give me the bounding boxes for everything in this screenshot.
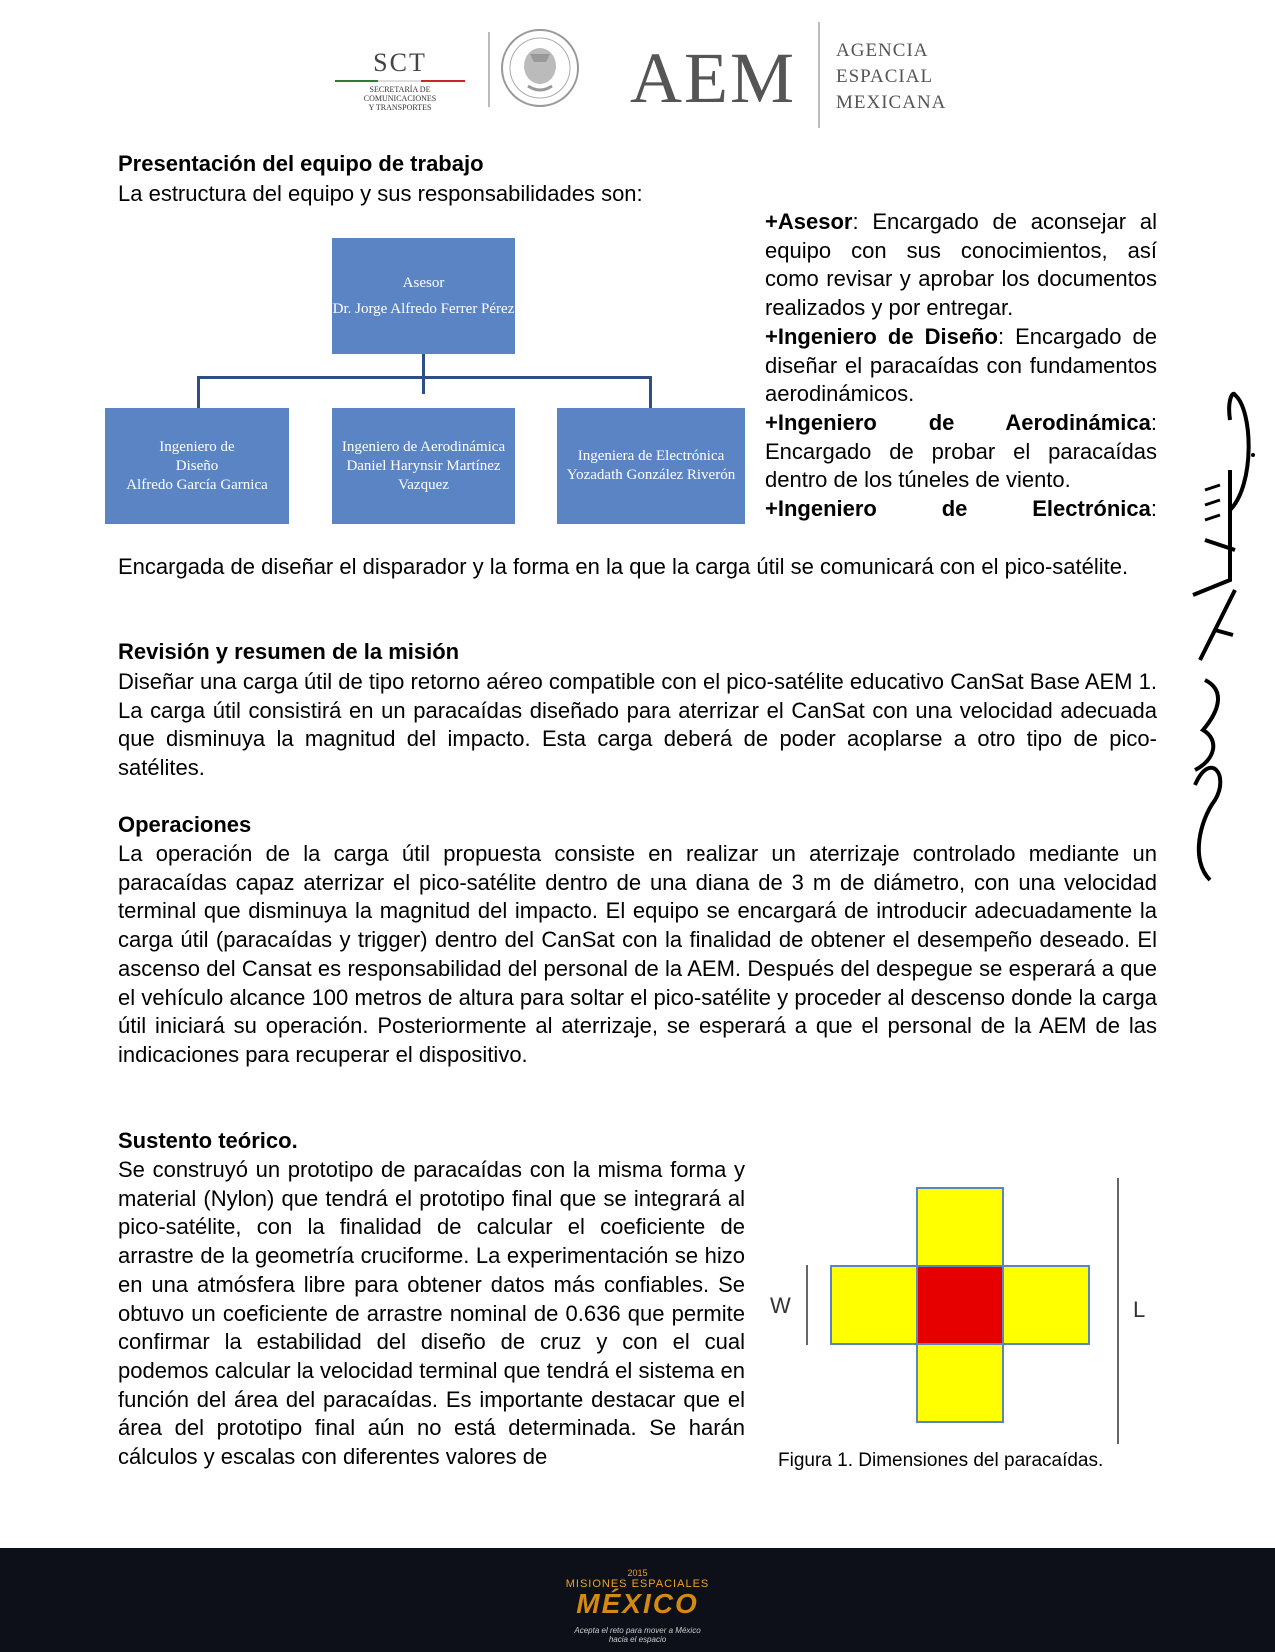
aem-logo: AEM	[630, 38, 796, 118]
sct-name-3: Y TRANSPORTES	[368, 103, 432, 112]
width-dimension-line	[806, 1265, 808, 1345]
role-elec: +Ingeniero de Electrónica:	[765, 496, 1157, 522]
national-seal-icon	[500, 28, 580, 108]
org-box-aerodynamics	[332, 408, 515, 524]
aem-divider	[818, 22, 820, 128]
theory-heading: Sustento teórico.	[118, 1128, 298, 1153]
theory-body: Se construyó un prototipo de paracaídas con la misma forma y material (Nylon) que tendrá el prototipo final que se integrará al pico-satélite, con la finalidad de calcular el coeficiente de arrastre de la geometría cruciforme. La experimentación se hizo en una atmósfera libre para obtener datos más confiables. Se obtuvo un coeficiente de arrastre nominal de 0.636 que permite confirmar la estabilidad del diseño de cruz y con el cual podemos calcular la velocidad terminal que tendrá el sistema en función del área del paracaídas. Es importante destacar que el área del prototipo final aún no está determinada. Se harán cálculos y escalas con diferentes valores de	[118, 1157, 745, 1470]
cross-arm-right	[1002, 1265, 1090, 1345]
role-diseno	[765, 323, 1157, 409]
mission-heading: Revisión y resumen de la misión	[118, 639, 460, 664]
mission-body: Diseñar una carga útil de tipo retorno aéreo compatible con el pico-satélite educativo CanSat Base AEM 1. La carga útil consistirá en un paracaídas diseñado para aterrizar el CanSat con una velocidad adecuada que disminuya la magnitud del impacto. Esta carga deberá de poder acoplarse a otro tipo de pico-satélites.	[118, 669, 1157, 781]
footer-year: 2015	[627, 1568, 648, 1578]
role-aero-text: Encargado de probar el paracaídas dentro de los túneles de viento.	[765, 438, 1157, 493]
sct-name-1: SECRETARÍA DE	[369, 85, 431, 94]
sct-abbr: SCT	[373, 48, 427, 77]
org-connector	[422, 354, 425, 394]
org-chart	[105, 238, 745, 524]
footer-line1: MISIONES ESPACIALES	[565, 1578, 710, 1590]
advisor-name: Dr. Jorge Alfredo Ferrer Pérez	[332, 300, 515, 317]
role-asesor-label: +Asesor	[765, 209, 853, 234]
role-asesor-text: : Encargado de aconsejar al equipo con sus conocimientos, así como revisar y aprobar los documentos realizados y por entregar.	[765, 209, 1157, 321]
org-box-electronics	[557, 408, 745, 524]
aem-name-2: ESPACIAL	[836, 66, 934, 87]
aem-name	[836, 38, 946, 116]
design-role-2: Diseño	[175, 457, 219, 474]
org-box-design	[105, 408, 289, 524]
role-asesor	[765, 208, 1157, 323]
elec-name: Yozadath González Riverón	[566, 467, 736, 483]
page-header	[0, 0, 1275, 140]
role-diseno-text: : Encargado de diseñar el paracaídas con fundamentos aerodinámicos.	[765, 323, 1157, 407]
parachute-figure	[770, 1175, 1170, 1475]
aero-name-2: Vazquez	[398, 476, 449, 493]
operations-heading: Operaciones	[118, 812, 252, 837]
length-dimension-line	[1117, 1178, 1119, 1444]
figure-caption: Figura 1. Dimensiones del paracaídas.	[778, 1450, 1104, 1471]
sct-logo	[335, 48, 465, 112]
sct-name-2: COMUNICACIONES	[363, 94, 437, 103]
design-role-1: Ingeniero de	[159, 438, 235, 455]
cross-center	[916, 1265, 1004, 1345]
operations-body: La operación de la carga útil propuesta consiste en realizar un aterrizaje controlado mediante un paracaídas capaz aterrizar el pico-satélite dentro de una diana de 3 m de diámetro, con una velocidad terminal que disminuya la magnitud del impacto. El equipo se encargará de introducir adecuadamente la carga útil (paracaídas y trigger) dentro del CanSat con la finalidad de obtener el desempeño deseado. El ascenso del Cansat es responsabilidad del personal de la AEM. Después del despegue se esperará a que el vehículo alcance 100 metros de altura para soltar el pico-satélite y proceder al descenso donde la carga útil iniciará su operación. Posteriormente al aterrizaje, se esperará a que el personal de la AEM de las indicaciones para recuperar el dispositivo.	[118, 841, 1157, 1067]
org-box-advisor	[332, 238, 515, 354]
width-label: W	[770, 1293, 791, 1318]
team-heading: Presentación del equipo de trabajo	[118, 151, 484, 176]
role-elec-label: +Ingeniero de Electrónica	[765, 496, 1151, 522]
aero-role: Ingeniero de Aerodinámica	[341, 438, 506, 455]
cross-arm-bottom	[916, 1343, 1004, 1423]
header-divider	[488, 32, 490, 107]
org-connector	[197, 376, 652, 379]
aem-name-1: AGENCIA	[836, 40, 929, 61]
length-label: L	[1133, 1297, 1146, 1322]
aero-name-1: Daniel Harynsir Martínez	[346, 457, 501, 474]
cross-arm-top	[916, 1187, 1004, 1267]
role-diseno-label: +Ingeniero de Diseño	[765, 323, 998, 349]
cross-arm-left	[830, 1265, 918, 1345]
footer-tagline-2: hacia el espacio	[608, 1635, 667, 1644]
role-aero: +Ingeniero de Aerodinámica:	[765, 409, 1157, 435]
advisor-role: Asesor	[402, 274, 445, 291]
aem-name-3: MEXICANA	[836, 92, 947, 113]
page-footer	[0, 1548, 1275, 1652]
role-elec-text: Encargada de diseñar el disparador y la forma en la que la carga útil se comunicará con el pico-satélite.	[118, 554, 1129, 579]
footer-tagline	[0, 1626, 1275, 1644]
elec-role: Ingeniera de Electrónica	[577, 448, 725, 464]
design-name: Alfredo García Garnica	[126, 476, 268, 493]
role-aero-label: +Ingeniero de Aerodinámica	[765, 409, 1151, 435]
footer-tagline-1: Acepta el reto para mover a México	[574, 1626, 701, 1635]
team-intro: La estructura del equipo y sus responsabilidades son:	[118, 181, 643, 206]
footer-mexico-logo: MÉXICO	[576, 1588, 699, 1619]
roles-column	[765, 208, 1157, 524]
handwritten-signature	[1175, 390, 1275, 890]
sct-color-bar	[335, 80, 465, 82]
